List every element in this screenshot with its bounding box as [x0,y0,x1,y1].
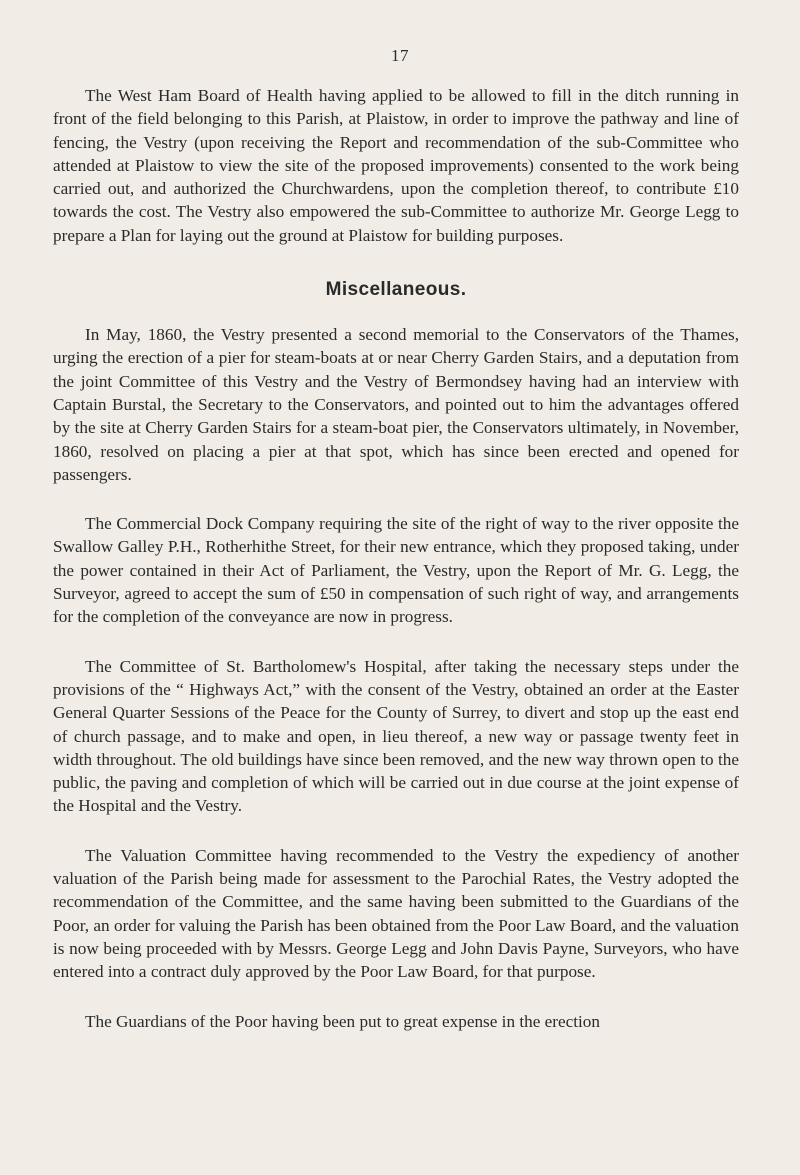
page-number: 17 [391,46,409,65]
paragraph-commercial-dock: The Commercial Dock Company requiring the site of the right of way to the river opposite the Swallow Galley P.H., Rotherhithe Street, for their new entrance, which they proposed taking, under the power contained in their Act of Parliament, the Vestry, upon the Report of Mr. G. Legg, the Surveyor, agreed to accept the sum of £50 in compensation of such right of way, and arrangements for the completion of the conveyance are now in progress. [53,514,739,627]
paragraph-cherry-garden-pier: In May, 1860, the Vestry presented a second memorial to the Conservators of the Thames, urging the erection of a pier for steam-boats at or near Cherry Garden Stairs, and a deputation from the joint Committee of this Vestry and the Vestry of Bermondsey having had an interview with Captain Burstal, the Secretary to the Conservators, and pointed out to him the advantages offered by the site at Cherry Garden Stairs for a steam-boat pier, the Conservators ultimately, in November, 1860, resolved on placing a pier at that spot, which has since been erected and opened for passengers. [53,325,739,484]
section-heading: Miscellaneous. [325,279,467,301]
paragraph-st-bartholomews: The Committee of St. Bartholomew's Hospital, after taking the necessary steps under the provisions of the “ Highways Act,” with the consent of the Vestry, obtained an order at the Easter General Quarter Sessions of the Peace for the County of Surrey, to divert and stop up the east end of church passage, and to make and open, in lieu thereof, a new way or passage twenty feet in width throughout. The old buildings have since been removed, and the new way thrown open to the public, the paving and completion of which will be carried out in due course at the joint expense of the Hospital and the Vestry. [53,656,739,816]
document-body [53,84,739,1033]
paragraph-valuation-committee: The Valuation Committee having recommended to the Vestry the expediency of another valuation of the Parish being made for assessment to the Parochial Rates, the Vestry adopted the recommendation of the Committee, and the same having been submitted to the Guardians of the Poor, an order for valuing the Parish has been obtained from the Poor Law Board, and the valuation is now being proceeded with by Messrs. George Legg and John Davis Payne, Surveyors, who have entered into a contract duly approved by the Poor Law Board, for that purpose. [53,845,739,982]
paragraph-guardians-of-poor: The Guardians of the Poor having been put to great expense in the erection [85,1011,600,1031]
paragraph-west-ham-board: The West Ham Board of Health having applied to be allowed to fill in the ditch running in front of the field belonging to this Parish, at Plaistow, in order to improve the pathway and line of fencing, the Vestry (upon receiving the Report and recommendation of the sub-Committee who attended at Plaistow to view the site of the proposed improvements) consented to the work being carried out, and authorized the Churchwardens, upon the completion thereof, to contribute £10 towards the cost. The Vestry also empowered the sub-Committee to authorize Mr. George Legg to prepare a Plan for laying out the ground at Plaistow for building purposes. [53,86,739,245]
